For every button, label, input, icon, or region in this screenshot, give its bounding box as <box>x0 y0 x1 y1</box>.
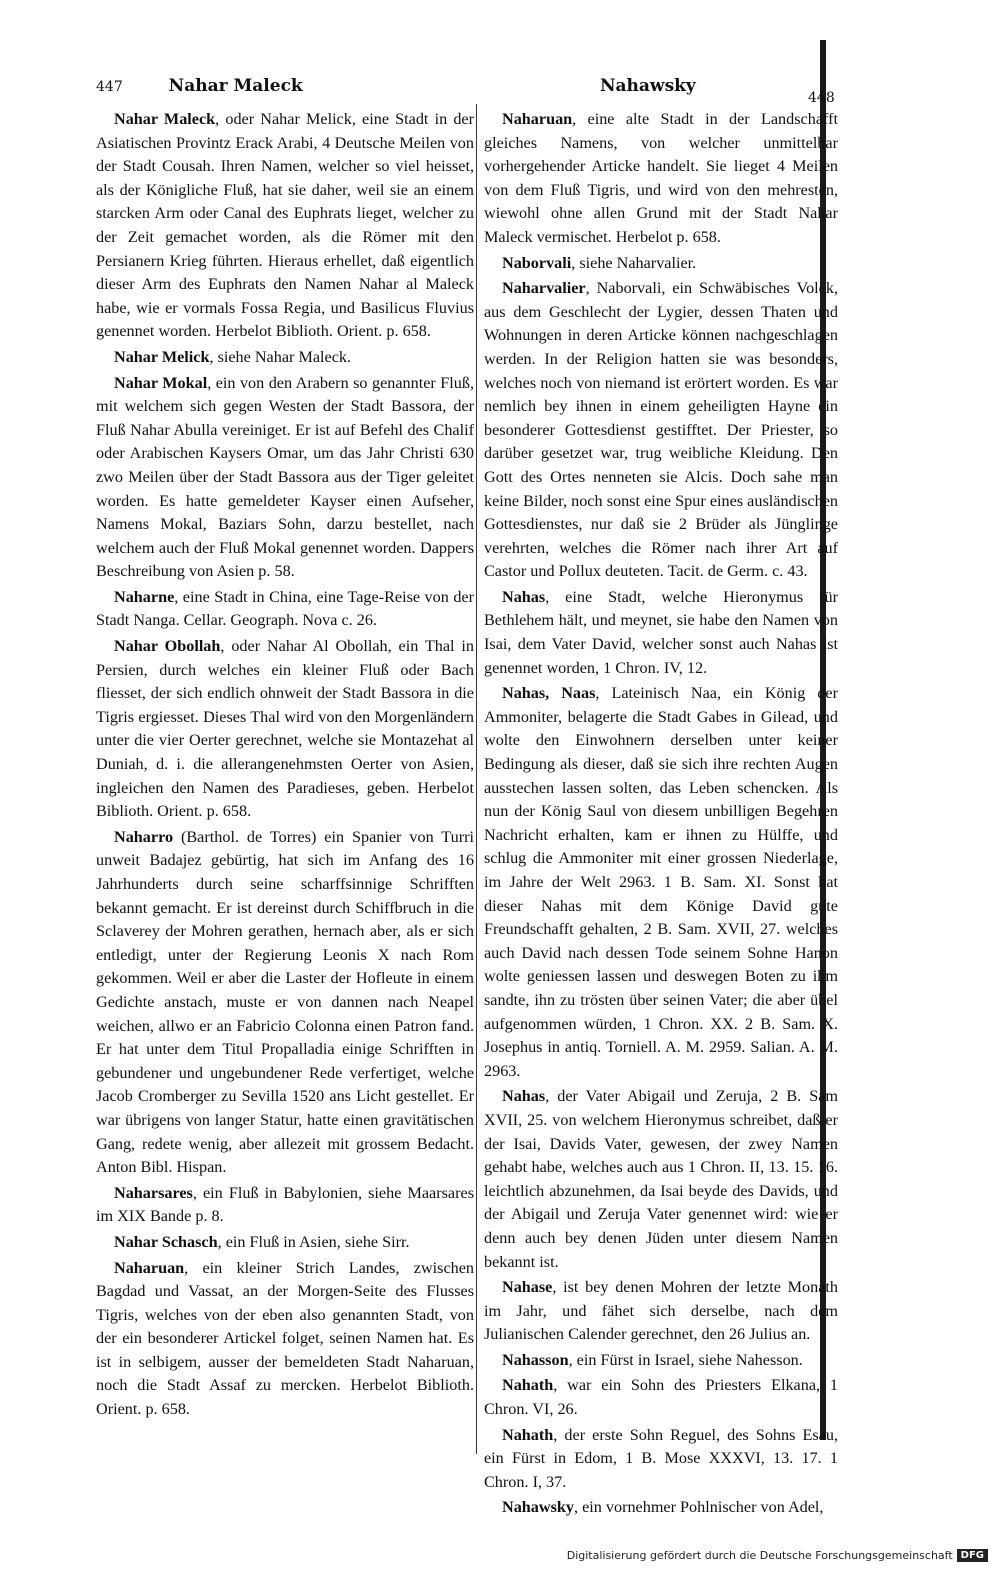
entry <box>96 372 474 584</box>
entry <box>484 586 838 680</box>
entry-headword: Nahasson <box>502 1350 569 1369</box>
entry-headword: Nahar Schasch <box>114 1232 218 1251</box>
footer <box>567 1549 988 1562</box>
entry-headword: Naharne <box>114 587 175 606</box>
entry-text: , siehe Naharvalier. <box>571 253 697 272</box>
entry <box>96 1231 474 1255</box>
entry <box>484 1276 838 1347</box>
entry <box>484 252 838 276</box>
entry <box>484 682 838 1083</box>
entry-text: , ein Fluß in Babylonien, siehe Maarsares im XIX Bande p. 8. <box>96 1183 474 1226</box>
entry-text: , oder Nahar Melick, eine Stadt in der Asiatischen Provintz Erack Arabi, 4 Deutsche Meilen von der Stadt Cousah. Ihren Namen, welcher so viel heisset, als der Königliche Fluß, hat sie daher, weil sie an einem starcken Arm oder Canal des Euphrats lieget, welcher zu der Zeit gemachet worden, als die Römer mit den Persianern Krieg führten. Hieraus erhellet, daß eigentlich dieser Arm des Euphrats den Namen Nahar al Maleck habe, wie er vormals Fossa Regia, und Basilicus Fluvius genennet worden. Herbelot Biblioth. Orient. p. 658. <box>96 110 475 341</box>
entry-text: , Lateinisch Naa, ein König der Ammoniter, belagerte die Stadt Gabes in Gilead, und wolte den Einwohnern derselben unter keiner Bedingung als dieser, daß sie sich ihre rechten Augen ausstechen lassen solten, das Leben schencken. Als nun der König Saul von diesem unbilligen Begehren Nachricht erhalten, kam er ihnen zu Hülffe, und schlug die Ammoniter mit einer grossen Niederlage, im Jahre der Welt 2963. 1 B. Sam. XI. Sonst hat dieser Nahas mit dem Könige David gute Freundschafft gehalten, 2 B. Sam. XVII, 27. welches auch David nach dessen Tode seinem Sohne Hanon wolte geniessen lassen und deswegen Boten zu ihm sandte, ihn zu trösten über seinen Vater; die aber übel aufgenommen würden, 1 Chron. XX. 2 B. Sam. X. Josephus in antiq. Torniell. A. M. 2959. Salian. A. M. 2963. <box>484 684 838 1080</box>
entry-text: , ein kleiner Strich Landes, zwischen Bagdad und Vassat, an der Morgen-Seite des Flusses Tigris, welches von der eben also genannten Stadt, von der ein besonderer Artickel folget, seinen Namen hat. Es ist in selbigem, ausser der bemeldeten Stadt Naharuan, noch die Stadt Assaf zu mercken. Herbelot Biblioth. Orient. p. 658. <box>96 1258 474 1419</box>
entry <box>484 108 838 250</box>
entry-headword: Naborvali <box>502 253 572 272</box>
entry-text: , eine Stadt in China, eine Tage-Reise von der Stadt Nanga. Cellar. Geograph. Nova c. 26. <box>96 587 474 630</box>
entry-text: , war ein Sohn des Priesters Elkana, 1 Chron. VI, 26. <box>484 1376 838 1419</box>
entry-headword: Naharsares <box>114 1183 193 1202</box>
entry <box>96 1257 474 1422</box>
right-page-number: 448 <box>808 90 835 106</box>
entry-text: , eine alte Stadt in der Landschafft gleiches Namens, von welcher unmittelbar vorhergehender Articke handelt. Sie lieget 4 Meilen von dem Fluß Tigris, und wird von den mehresten, wiewohl ohne allen Grund mit der Stadt Nahar Maleck vermischet. Herbelot p. 658. <box>484 110 838 246</box>
right-running-head: Nahawsky <box>600 76 696 96</box>
entry-headword: Naharuan <box>502 110 573 128</box>
entry-text: , oder Nahar Al Obollah, ein Thal in Persien, durch welches ein kleiner Fluß oder Bach fliesset, der sich endlich ohnweit der Stadt Bassora in die Tigris ergiesset. Dieses Thal wird von den Morgenländern unter die vier Oerter gerechnet, welche sie Montazehat al Duniah, d. i. die allerangenehmsten Oerter von Asien, ingleichen den Namen des Paradieses, geben. Herbelot Biblioth. Orient. p. 658. <box>96 637 474 821</box>
entry <box>96 826 474 1180</box>
right-column <box>484 108 838 1517</box>
entry <box>96 1182 474 1229</box>
entry-text: , der Vater Abigail und Zeruja, 2 B. Sam XVII, 25. von welchem Hieronymus schreibet, daß er der Isai, Davids Vater, gewesen, der zwey Namen gehabt habe, welches auch aus 1 Chron. II, 13. 15. 16. leichtlich abzunehmen, da Isai beyde des Davids, und der Abigail und Zeruja Vater genennet wird: wie er denn auch bey denen Jüden unter diesem Namen bekannt ist. <box>484 1087 838 1271</box>
entry <box>484 277 838 584</box>
entry-headword: Naharvalier <box>502 279 586 298</box>
entry <box>484 1374 838 1421</box>
entry <box>96 346 474 370</box>
entry <box>96 108 474 344</box>
entry-text: , ein Fluß in Asien, siehe Sirr. <box>217 1232 410 1251</box>
entry-headword: Nahas <box>502 587 546 606</box>
dfg-logo: DFG <box>957 1549 988 1562</box>
entry-text: , ein von den Arabern so genannter Fluß, mit welchem sich gegen Westen der Stadt Bassora, der Fluß Nahar Abulla vereiniget. Er ist auf Befehl des Chalif oder Arabischen Kaysers Omar, um das Jahr Christi 630 zwo Meilen über der Stadt Bassora aus der Tiger geleitet worden. Es hatte gemeldeter Kayser einen Aufseher, Namens Mokal, Baziars Sohn, darzu bestellet, nach welchem auch der Fluß Mokal genennet worden. Dappers Beschreibung von Asien p. 58. <box>96 373 474 581</box>
left-page-number: 447 <box>96 79 123 95</box>
entry-headword: Nahath <box>502 1376 554 1395</box>
entry-headword: Nahar Maleck <box>114 110 216 128</box>
entry-headword: Nahar Mokal <box>114 373 208 392</box>
entry <box>484 1496 838 1520</box>
entry-text: , ein Fürst in Israel, siehe Nahesson. <box>568 1350 803 1369</box>
footer-text: Digitalisierung gefördert durch die Deutsche Forschungsgemeinschaft <box>566 1549 953 1562</box>
entry-text: , der erste Sohn Reguel, des Sohns Esau, ein Fürst in Edom, 1 B. Mose XXXVI, 13. 17. 1 Chron. I, 37. <box>484 1425 838 1491</box>
entry <box>96 586 474 633</box>
entry-headword: Nahar Obollah <box>114 637 221 656</box>
left-column <box>96 108 474 1478</box>
entry-text: , ist bey denen Mohren der letzte Monath im Jahr, und fähet sich derselbe, nach dem Julianischen Calender gerechnet, den 26 Julius an. <box>484 1278 838 1344</box>
entry <box>484 1424 838 1495</box>
entry-headword: Nahase <box>502 1278 553 1297</box>
entry-text: , eine Stadt, welche Hieronymus für Bethlehem hält, und meynet, sie habe den Namen von Isai, dem Vater David, welcher sonst auch Nahas ist genennet worden, 1 Chron. IV, 12. <box>484 587 838 677</box>
entry-headword: Naharro <box>114 827 174 846</box>
entry-text: , Naborvali, ein Schwäbisches Volck, aus dem Geschlecht der Lygier, dessen Thaten und Wohnungen in deren Articke können nachgeschlagen werden. In der Religion hatten sie was besonders, welches noch von niemand ist erörtert worden. Es war nemlich bey ihnen in einem geheiligten Hayne ein besonderer Gottesdienst gestifftet. Der Priester, so darüber gesetzet war, trug weibliche Kleidung. Den Gott des Ortes nenneten sie Alcis. Doch sahe man keine Bilder, noch sonst eine Spur eines ausländischen Gottesdienstes, nur daß sie 2 Brüder als Jünglinge verehrten, welches die Römer nach ihrer Art auf Castor und Pollux deuteten. Tacit. de Germ. c. 43. <box>484 279 838 581</box>
entry <box>484 1349 838 1373</box>
entry-headword: Naharuan <box>114 1258 185 1277</box>
entry-headword: Nahar Melick <box>114 347 210 366</box>
left-running-head: Nahar Maleck <box>168 76 303 96</box>
entry-headword: Nahath <box>502 1425 554 1444</box>
left-header <box>96 76 303 104</box>
entry-headword: Nahas <box>502 1087 546 1106</box>
entry <box>484 1085 838 1274</box>
entry-text: (Barthol. de Torres) ein Spanier von Turri unweit Badajez gebürtig, hat sich im Anfang des 16 Jahrhunderts durch seine scharffsinnige Schrifften bekannt gemacht. Er ist dereinst durch Schiffbruch in die Sclaverey der Mohren gerathen, hernach aber, als er sich entledigt, unter der Regierung Leonis X nach Rom gekommen. Weil er aber die Laster der Hofleute in einem Gedichte anstach, muste er von dannen nach Neapel weichen, allwo er an Fabricio Colonna einen Patron fand. Er hat unter dem Titul Propalladia einige Schrifften in gebundener und ungebundener Rede verfertiget, welche Jacob Cromberger zu Sevilla 1520 ans Licht gestellet. Er war übrigens von langer Statur, hatte einen gravitätischen Gang, redete wenig, aber allezeit mit grossem Bedacht. Anton Bibl. Hispan. <box>96 827 474 1177</box>
entry-headword: Nahas, Naas <box>502 684 596 703</box>
entry <box>96 635 474 824</box>
entry-headword: Nahawsky <box>502 1498 574 1517</box>
entry-text: , siehe Nahar Maleck. <box>209 347 352 366</box>
entry-text: , ein vornehmer Pohlnischer von Adel, <box>573 1498 824 1517</box>
column-rule <box>476 104 477 1454</box>
